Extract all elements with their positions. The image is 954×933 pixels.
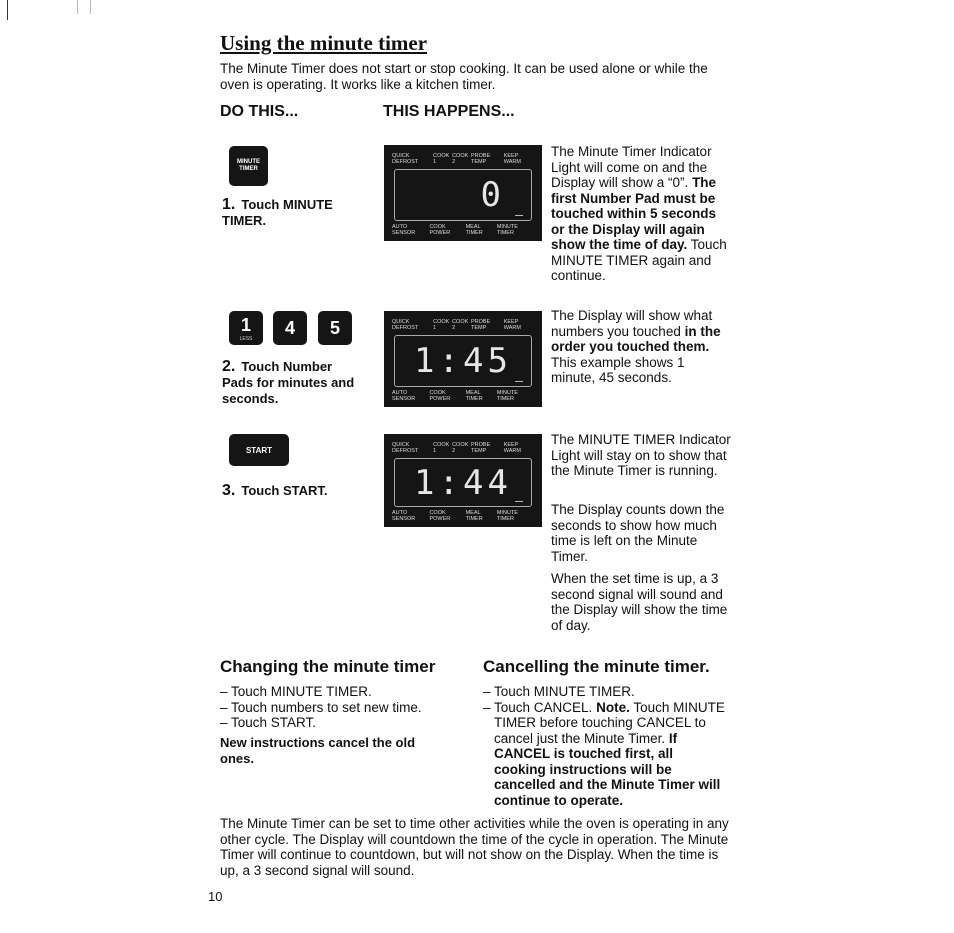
list-item: – Touch MINUTE TIMER. [483, 684, 635, 699]
step-text: Touch MINUTE TIMER. [222, 197, 333, 228]
cancelling-heading: Cancelling the minute timer. [483, 657, 710, 676]
page-number: 10 [208, 889, 223, 904]
page-title: Using the minute timer [220, 31, 428, 55]
display-panel-step-1 [384, 145, 542, 241]
display-screen [394, 458, 532, 507]
step-number: 3. [222, 482, 236, 499]
step-3-description-3: When the set time is up, a 3 second signal will sound and the Display will show the time of day. [551, 571, 728, 633]
changing-heading: Changing the minute timer [220, 657, 436, 676]
list-item: – Touch MINUTE TIMER. [220, 684, 372, 699]
step-text: Touch START. [241, 483, 328, 498]
list-item: – Touch numbers to set new time. [220, 699, 422, 715]
scan-mark [7, 0, 8, 20]
footer-text: The Minute Timer can be set to time other activities while the oven is operating in any other cycle. The Display will countdown the time of the cycle in operation. The Minute Timer will continue to countdown, but will not show on the Display. When the time is up, a 3 second signal will sound. [220, 816, 729, 878]
panel-top-labels: QUICK DEFROST COOK 1 COOK 2 PROBE TEMP KEEP WARM [392, 442, 521, 454]
number-pad-4[interactable]: 4 [273, 311, 307, 345]
display-readout: 1:44 [414, 462, 512, 503]
changing-note: New instructions cancel the old ones. [220, 735, 416, 766]
intro-text: The Minute Timer does not start or stop cooking. It can be used alone or while the oven is operating. It works like a kitchen timer. [220, 61, 708, 92]
step-1-description: The Minute Timer Indicator Light will come on and the Display will show a “0”. The first Number Pad must be touched within 5 seconds or the Display will again show the time of day. Touch MINUTE TIMER again and continue. [551, 144, 727, 283]
number-pad-5[interactable]: 5 [318, 311, 352, 345]
panel-bottom-labels: AUTO SENSOR COOK POWER MEAL TIMER MINUTE TIMER [392, 510, 518, 522]
list-item: – Touch START. [220, 715, 317, 730]
step-3-instruction [222, 483, 362, 499]
display-readout: 1:45 [414, 341, 512, 381]
step-3-description-2: The Display counts down the seconds to show how much time is left on the Minute Timer. [551, 502, 725, 564]
panel-bottom-labels: AUTO SENSOR COOK POWER MEAL TIMER MINUTE TIMER [392, 224, 518, 236]
panel-bottom-labels: AUTO SENSOR COOK POWER MEAL TIMER MINUTE TIMER [392, 390, 518, 402]
display-screen [394, 169, 532, 221]
column-heading-this-happens: THIS HAPPENS... [383, 103, 515, 120]
display-readout: 0 [480, 175, 505, 215]
display-panel-step-3 [384, 434, 542, 527]
start-button[interactable] [229, 434, 289, 466]
column-heading-do-this: DO THIS... [220, 103, 299, 120]
step-text: Touch Number Pads for minutes and seconds. [222, 359, 355, 406]
step-number: 2. [222, 358, 236, 375]
panel-top-labels: QUICK DEFROST COOK 1 COOK 2 PROBE TEMP KEEP WARM [392, 153, 521, 165]
cancelling-list [483, 684, 728, 808]
changing-list [220, 684, 460, 731]
minute-timer-button-label: MINUTE TIMER [237, 159, 260, 172]
scan-mark [90, 0, 91, 14]
step-1-instruction [222, 197, 352, 229]
step-2-description: The Display will show what numbers you touched in the order you touched them. This example shows 1 minute, 45 seconds. [551, 308, 721, 385]
display-panel-step-2 [384, 311, 542, 407]
number-pad-1[interactable]: 1 LESS [229, 311, 263, 345]
start-button-label: START [245, 445, 273, 455]
scan-mark [77, 0, 78, 14]
step-number: 1. [222, 196, 236, 213]
display-screen [394, 335, 532, 387]
list-item: – Touch CANCEL. Note. Touch MINUTE TIMER before touching CANCEL to cancel just the Minute Timer. If CANCEL is touched first, all cooking instructions will be cancelled and the Minute Timer will continue to operate. [483, 699, 725, 808]
step-3-description-1: The MINUTE TIMER Indicator Light will stay on to show that the Minute Timer is running. [551, 432, 731, 478]
panel-top-labels: QUICK DEFROST COOK 1 COOK 2 PROBE TEMP KEEP WARM [392, 319, 521, 331]
step-2-instruction [222, 359, 362, 407]
minute-timer-button[interactable] [229, 146, 268, 186]
pad-sublabel: LESS [239, 335, 253, 342]
